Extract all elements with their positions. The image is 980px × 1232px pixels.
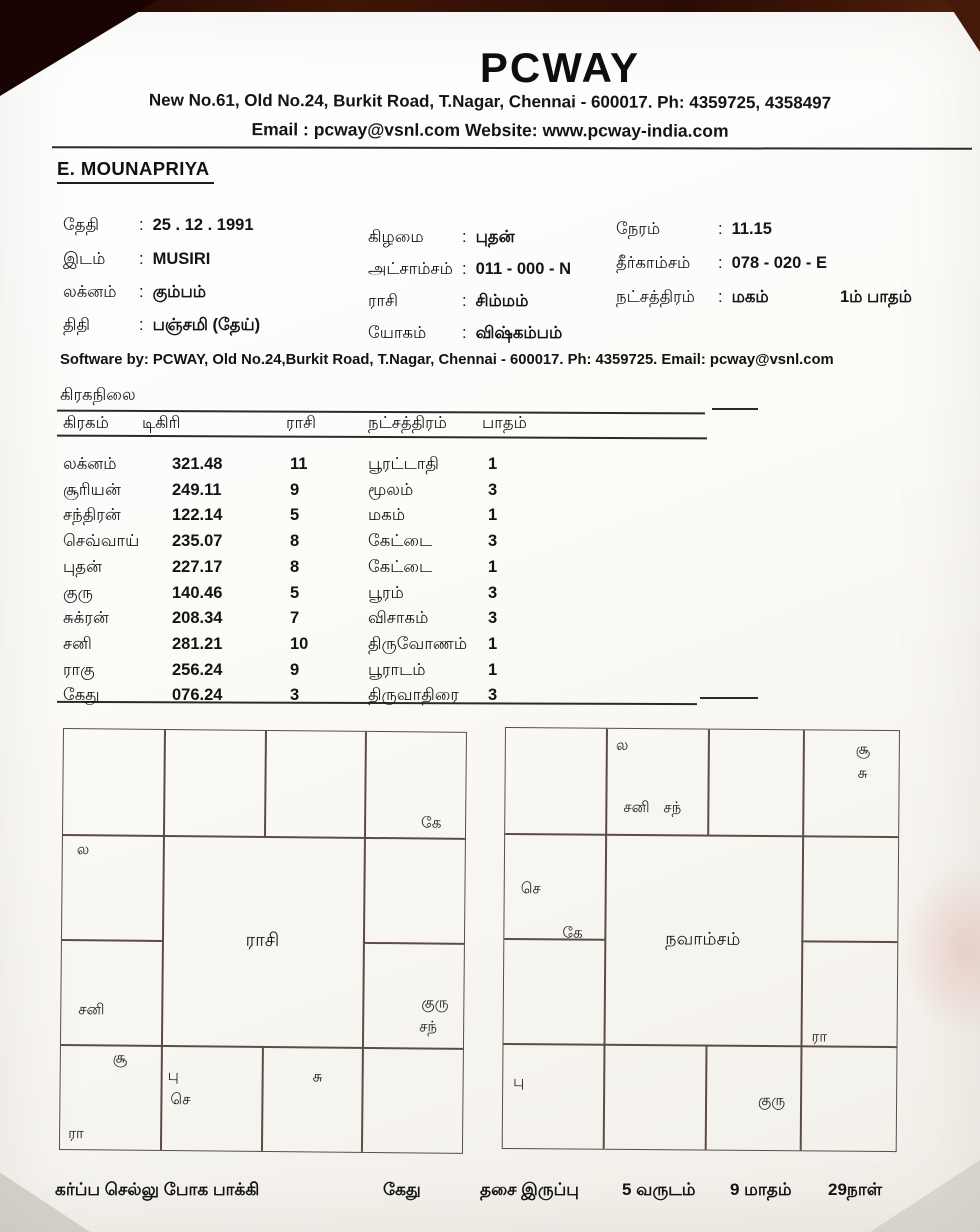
nav-budhan-label: பு	[513, 1073, 525, 1091]
detail-value: கும்பம்	[152, 283, 206, 301]
detail-longitude	[616, 254, 827, 275]
detail-weekday	[368, 228, 515, 249]
table-cell: 7	[290, 609, 300, 628]
colon: :	[139, 316, 144, 334]
table-cell: 1	[488, 506, 498, 525]
nav-sani-label: சனி	[623, 798, 650, 817]
nav-chandran-label: சந்	[663, 799, 682, 817]
detail-label: திதி	[63, 316, 91, 334]
chart-grid-line	[504, 938, 604, 940]
rasi-guru-label: குரு	[421, 994, 449, 1012]
dasa-balance-label: தசை இருப்பு	[480, 1180, 579, 1199]
nav-ketu-label: கே	[562, 924, 583, 942]
table-cell: 249.11	[172, 480, 222, 499]
table-rule-bottom-dash	[700, 697, 758, 699]
table-cell: கேட்டை	[368, 532, 433, 551]
detail-value: 25 . 12 . 1991	[152, 216, 254, 234]
planet-row	[63, 481, 663, 505]
rasi-chart-title: ராசி	[245, 928, 280, 951]
table-cell: 9	[290, 480, 300, 499]
table-cell: செவ்வாய்	[63, 532, 140, 551]
detail-label: தேதி	[63, 216, 99, 234]
chart-grid-line	[62, 939, 162, 941]
dasa-lord: கேது	[383, 1180, 421, 1199]
planet-row	[63, 584, 663, 608]
table-cell: 9	[290, 660, 300, 679]
rasi-sevvai-label: செ	[170, 1091, 191, 1109]
detail-place	[63, 250, 210, 271]
table-cell: லக்னம்	[63, 455, 117, 473]
table-cell: 8	[290, 557, 300, 576]
table-cell: 1	[488, 455, 498, 473]
planet-row	[63, 686, 663, 710]
table-cell: 3	[488, 609, 498, 628]
detail-label: தீர்காம்சம்	[616, 254, 691, 272]
table-cell: 3	[488, 532, 498, 551]
company-address: New No.61, Old No.24, Burkit Road, T.Nagar, Chennai - 600017. Ph: 4359725, 4358497	[148, 90, 832, 113]
planet-row	[63, 609, 663, 633]
nav-sukran-label: சு	[857, 764, 868, 782]
header-divider	[52, 146, 972, 150]
table-cell: 076.24	[172, 686, 223, 705]
table-cell: 227.17	[172, 557, 223, 576]
navamsam-chart	[502, 727, 900, 1152]
rasi-budhan-label: பு	[167, 1067, 179, 1085]
table-cell: திருவோணம்	[368, 634, 468, 653]
table-cell: சந்திரன்	[63, 506, 121, 525]
detail-label: ராசி	[368, 292, 399, 310]
rasi-suriyan-label: சூ	[112, 1049, 128, 1067]
detail-lagnam	[63, 283, 206, 304]
detail-value: 078 - 020 - E	[731, 254, 827, 272]
company-title: PCWAY	[479, 44, 641, 91]
detail-value: சிம்மம்	[475, 292, 529, 310]
table-cell: 3	[290, 686, 300, 705]
chart-grid-line	[363, 942, 464, 944]
colon: :	[718, 254, 723, 272]
chart-grid-line	[705, 1045, 707, 1150]
table-cell: 10	[290, 634, 309, 653]
rasi-ketu-label: கே	[421, 814, 442, 832]
table-cell: புதன்	[63, 557, 103, 576]
company-contact: Email : pcway@vsnl.com Website: www.pcway-india.com	[251, 119, 729, 141]
table-cell: பூராடம்	[368, 660, 426, 679]
detail-label: கிழமை	[368, 228, 424, 246]
table-cell: கேட்டை	[368, 557, 433, 576]
dasa-years: 5 வருடம்	[622, 1180, 696, 1199]
colon: :	[462, 292, 467, 310]
colon: :	[718, 288, 723, 306]
table-cell: 1	[488, 660, 498, 679]
table-cell: 3	[488, 583, 498, 602]
detail-yogam	[368, 324, 562, 345]
planet-row	[63, 661, 663, 685]
table-cell: பூரட்டாதி	[368, 455, 439, 473]
colon: :	[462, 260, 467, 278]
colon: :	[139, 216, 144, 234]
navamsam-chart-title: நவாம்சம்	[665, 927, 741, 949]
table-cell: 256.24	[172, 660, 223, 679]
detail-latitude	[368, 260, 571, 281]
software-credit-line: Software by: PCWAY, Old No.24,Burkit Road, T.Nagar, Chennai - 600017. Ph: 4359725. Email: pcway@vsnl.com	[60, 352, 834, 368]
detail-label: நட்சத்திரம்	[616, 288, 695, 306]
column-header-nakshatram: நட்சத்திரம்	[368, 414, 447, 432]
detail-label: இடம்	[63, 250, 106, 268]
planet-row	[63, 532, 663, 556]
nav-suriyan-label: சூ	[855, 740, 871, 758]
table-rule-top-dash	[712, 408, 758, 410]
table-cell: குரு	[63, 583, 93, 602]
scan-smudge	[900, 860, 980, 1040]
detail-value: MUSIRI	[152, 250, 211, 268]
table-cell: சுக்ரன்	[63, 609, 109, 628]
detail-rasi	[368, 292, 528, 313]
table-cell: 1	[488, 634, 498, 653]
rasi-rahu-label: ரா	[68, 1125, 84, 1143]
detail-label: நேரம்	[616, 220, 661, 238]
planet-row	[63, 506, 663, 530]
table-cell: விசாகம்	[368, 609, 429, 628]
planet-row	[63, 635, 663, 659]
nav-guru-label: குரு	[758, 1091, 786, 1110]
detail-date	[63, 216, 254, 237]
colon: :	[718, 220, 723, 238]
table-cell: 5	[290, 583, 300, 602]
detail-value: விஷ்கம்பம்	[475, 324, 563, 342]
scan-corner-shadow-bottom-right	[870, 1152, 980, 1232]
detail-value: மகம்	[731, 288, 769, 306]
chart-grid-line	[261, 1046, 264, 1151]
dasa-phrase: கர்ப்ப செல்லு போக பாக்கி	[55, 1180, 260, 1199]
table-cell: 3	[488, 686, 498, 705]
table-cell: மகம்	[368, 506, 406, 525]
detail-thithi	[63, 316, 260, 337]
table-cell: 5	[290, 506, 300, 525]
planet-row	[63, 455, 663, 479]
column-header-rasi: ராசி	[286, 414, 317, 432]
dasa-days: 29நாள்	[828, 1180, 883, 1199]
detail-label: யோகம்	[368, 324, 427, 342]
detail-value: புதன்	[475, 228, 515, 246]
colon: :	[462, 324, 467, 342]
table-cell: சூரியன்	[63, 480, 121, 499]
nav-sevvai-label: செ	[520, 880, 541, 898]
detail-label: லக்னம்	[63, 283, 117, 301]
chart-grid-line	[264, 731, 267, 836]
rasi-chandran-label: சந்	[419, 1018, 438, 1036]
colon: :	[462, 228, 467, 246]
table-cell: 11	[290, 455, 308, 473]
table-cell: பூரம்	[368, 583, 404, 602]
column-header-graha: கிரகம்	[63, 414, 109, 432]
nav-lagnam-label: ல	[615, 736, 629, 754]
column-header-degree: டிகிரி	[142, 414, 181, 432]
table-cell: 3	[488, 480, 498, 499]
detail-pada: 1ம் பாதம்	[840, 288, 912, 306]
table-cell: 321.48	[172, 455, 223, 473]
table-cell: சனி	[63, 634, 92, 653]
table-cell: 140.46	[172, 583, 223, 602]
planet-table-title: கிரகநிலை	[60, 386, 136, 404]
colon: :	[139, 283, 144, 301]
chart-grid-line	[707, 730, 709, 835]
person-name: E. MOUNAPRIYA	[57, 158, 214, 184]
table-cell: 1	[488, 557, 498, 576]
detail-value: 11.15	[731, 220, 772, 238]
detail-nakshatram	[616, 288, 769, 309]
table-cell: 208.34	[172, 609, 223, 628]
table-cell: 122.14	[172, 506, 223, 525]
planet-row	[63, 558, 663, 582]
column-header-padam: பாதம்	[482, 414, 527, 432]
rasi-chart	[59, 728, 467, 1154]
table-cell: திருவாதிரை	[368, 686, 459, 705]
rasi-sukran-label: சு	[312, 1068, 323, 1086]
table-cell: 235.07	[172, 532, 223, 551]
colon: :	[139, 250, 144, 268]
table-cell: 8	[290, 532, 300, 551]
table-cell: கேது	[63, 686, 100, 705]
table-cell: 281.21	[172, 634, 223, 653]
dasa-months: 9 மாதம்	[730, 1180, 792, 1199]
table-cell: ராகு	[63, 660, 95, 679]
detail-time	[616, 220, 772, 241]
detail-value: 011 - 000 - N	[475, 260, 571, 278]
rasi-sani-label: சனி	[78, 1001, 105, 1019]
detail-value: பஞ்சமி (தேய்)	[152, 316, 261, 334]
rasi-lagnam-label: ல	[76, 841, 90, 859]
table-cell: மூலம்	[368, 480, 414, 499]
table-rule-under-header	[57, 435, 707, 440]
chart-grid-line	[801, 940, 897, 942]
nav-rahu-label: ரா	[811, 1028, 828, 1046]
detail-label: அட்சாம்சம்	[368, 260, 453, 278]
